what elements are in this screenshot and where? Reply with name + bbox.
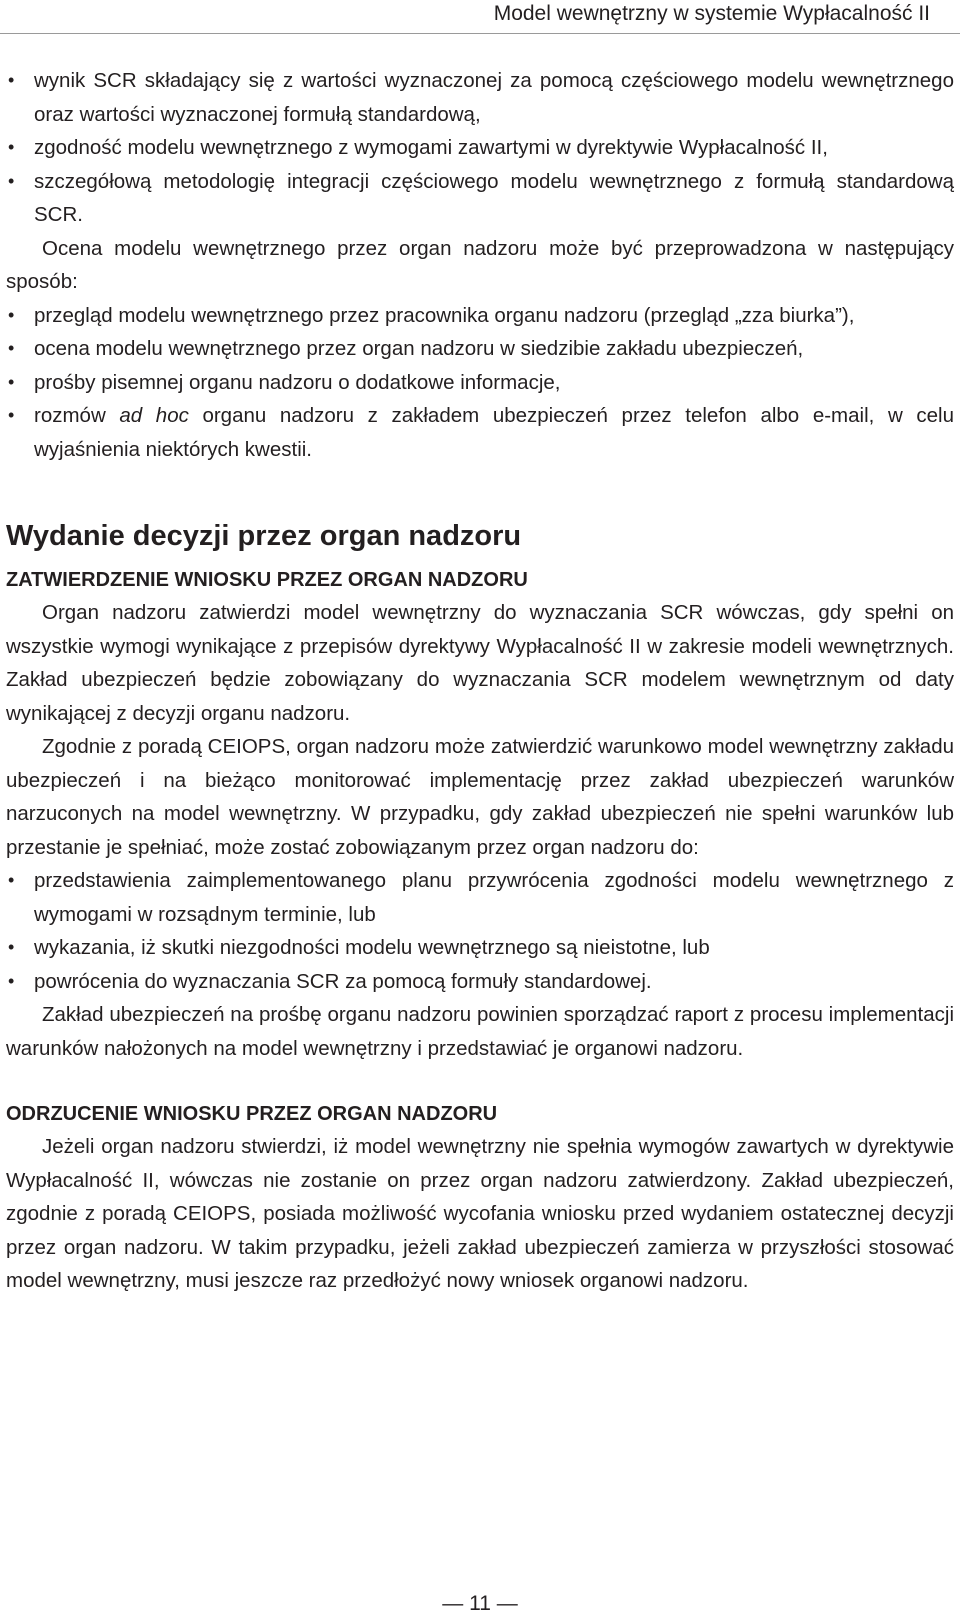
- list-item: • wynik SCR składający się z wartości wyznaczonej za pomocą częściowego modelu wewnętrznego oraz wartości wyznaczonej formułą standardową,: [6, 64, 954, 131]
- page-body: [6, 64, 954, 1298]
- list-item: • wykazania, iż skutki niezgodności modelu wewnętrznego są nieistotne, lub: [6, 931, 954, 965]
- bullet-icon: •: [8, 338, 15, 358]
- bullet-icon: •: [8, 937, 15, 957]
- assessment-paragraph: Ocena modelu wewnętrznego przez organ nadzoru może być przeprowadzona w następujący sposób:: [6, 236, 954, 293]
- approval-paragraph-3: Zakład ubezpieczeń na prośbę organu nadzoru powinien sporządzać raport z procesu implementacji warunków nałożonych na model wewnętrzny i przedstawiać je organowi nadzoru.: [6, 1003, 954, 1060]
- page-number: — 11 —: [442, 1592, 518, 1615]
- list-item: • szczegółową metodologię integracji częściowego modelu wewnętrznego z formułą standardową SCR.: [6, 165, 954, 232]
- bullet-icon: •: [8, 970, 15, 991]
- rejection-heading: ODRZUCENIE WNIOSKU PRZEZ ORGAN NADZORU: [6, 1103, 498, 1125]
- list-item: • powrócenia do wyznaczania SCR za pomocą formuły standardowej.: [6, 965, 954, 999]
- running-header: Model wewnętrzny w systemie Wypłacalność II: [493, 2, 930, 25]
- bullet-icon: •: [8, 170, 15, 191]
- intro-bullet-list: [6, 64, 954, 232]
- approval-heading: ZATWIERDZENIE WNIOSKU PRZEZ ORGAN NADZORU: [6, 569, 528, 591]
- bullet-icon: •: [8, 70, 15, 90]
- list-item: • rozmów ad hoc organu nadzoru z zakładem ubezpieczeń przez telefon albo e-mail, w celu wyjaśnienia niektórych kwestii.: [6, 399, 954, 466]
- bullet-icon: •: [8, 870, 15, 890]
- approval-paragraph-1: Organ nadzoru zatwierdzi model wewnętrzny do wyznaczania SCR wówczas, gdy spełni on wszystkie wymogi wynikające z przepisów dyrektywy Wypłacalność II w zakresie modeli wewnętrznych. Zakład ubezpieczeń będzie zobowiązany do wyznaczania SCR modelem wewnętrznym od daty wynikającej z decyzji organu nadzoru.: [6, 601, 954, 725]
- bullet-icon: •: [8, 405, 15, 425]
- bullet-icon: •: [8, 304, 15, 325]
- approval-bullet-list: [6, 864, 954, 998]
- list-item: • ocena modelu wewnętrznego przez organ nadzoru w siedzibie zakładu ubezpieczeń,: [6, 332, 954, 366]
- rejection-paragraph: Jeżeli organ nadzoru stwierdzi, iż model wewnętrzny nie spełnia wymogów zawartych w dyrektywie Wypłacalność II, wówczas nie zostanie on przez organ nadzoru zatwierdzony. Zakład ubezpieczeń, zgodnie z poradą CEIOPS, posiada możliwość wycofania wniosku przed wydaniem ostatecznej decyzji przez organ nadzoru. W takim przypadku, jeżeli zakład ubezpieczeń zamierza w przyszłości stosować model wewnętrzny, musi jeszcze raz przedłożyć nowy wniosek organowi nadzoru.: [6, 1135, 954, 1292]
- list-item: • przegląd modelu wewnętrznego przez pracownika organu nadzoru (przegląd „zza biurka”),: [6, 299, 954, 333]
- approval-paragraph-2: Zgodnie z poradą CEIOPS, organ nadzoru może zatwierdzić warunkowo model wewnętrzny zakładu ubezpieczeń i na bieżąco monitorować implementację przez zakład ubezpieczeń warunków narzuconych na model wewnętrzny. W przypadku, gdy zakład ubezpieczeń nie spełni warunków lub przestanie je spełniać, może zostać zobowiązanym przez organ nadzoru do:: [6, 735, 954, 859]
- header-divider: [0, 33, 960, 34]
- list-item: • przedstawienia zaimplementowanego planu przywrócenia zgodności modelu wewnętrznego z wymogami w rozsądnym terminie, lub: [6, 864, 954, 931]
- bullet-icon: •: [8, 371, 15, 392]
- list-item: • zgodność modelu wewnętrznego z wymogami zawartymi w dyrektywie Wypłacalność II,: [6, 131, 954, 165]
- section-title: Wydanie decyzji przez organ nadzoru: [6, 520, 522, 552]
- list-item: • prośby pisemnej organu nadzoru o dodatkowe informacje,: [6, 366, 954, 400]
- ad-hoc-term: ad hoc: [119, 404, 189, 427]
- assessment-bullet-list: [6, 299, 954, 467]
- bullet-icon: •: [8, 137, 15, 157]
